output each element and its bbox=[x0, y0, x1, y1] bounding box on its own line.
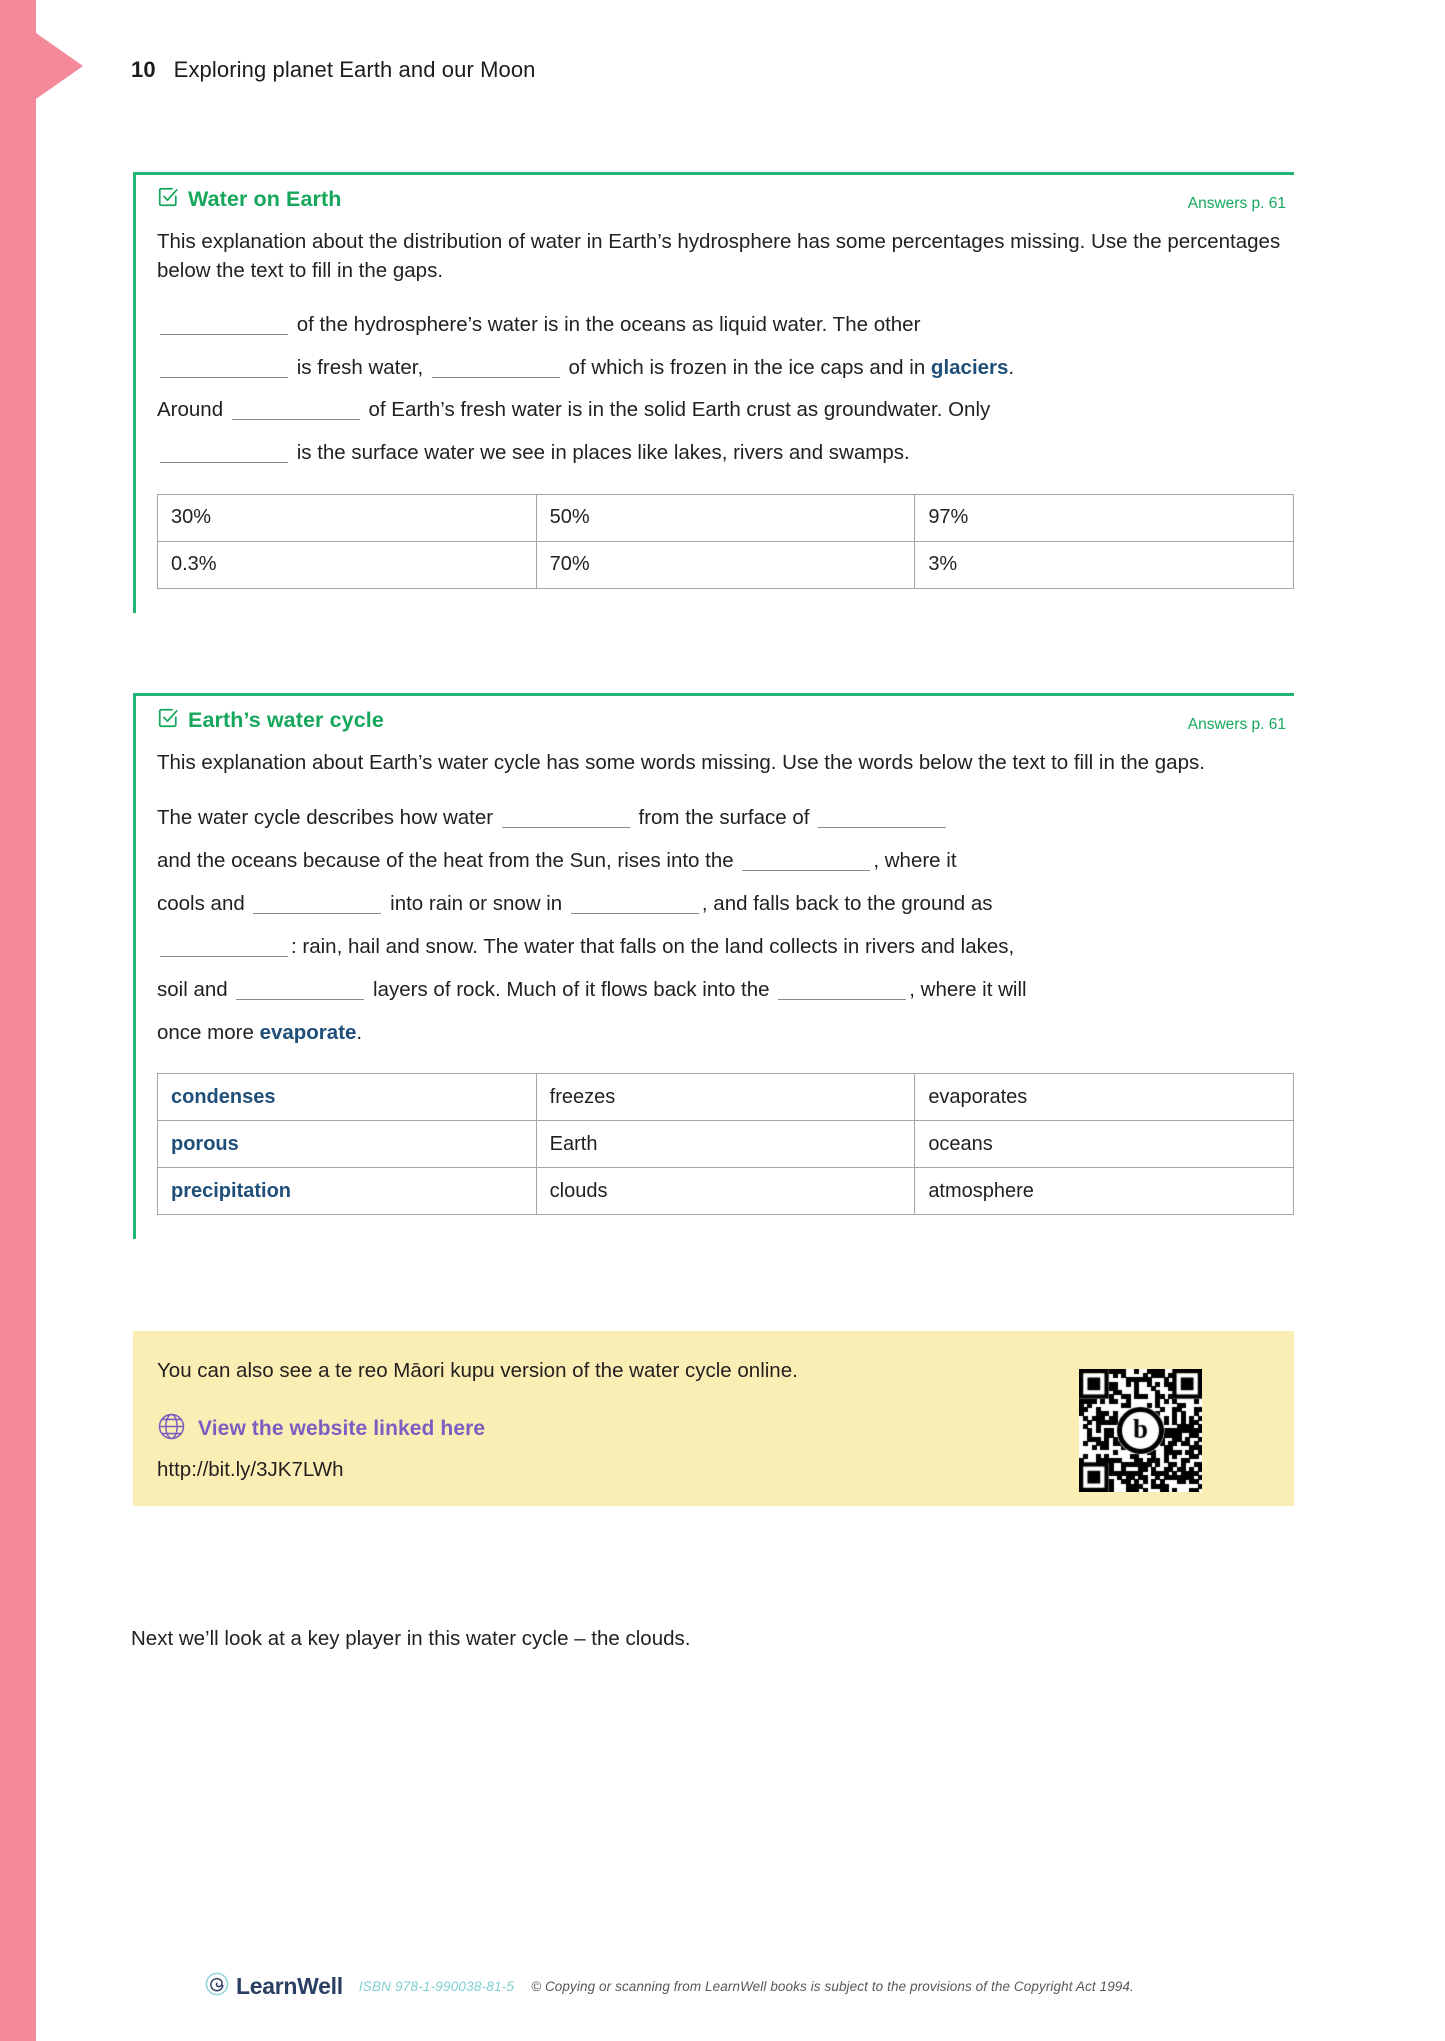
answer-option-cell[interactable]: oceans bbox=[915, 1121, 1294, 1168]
text-run: of Earth’s fresh water is in the solid Earth crust as groundwater. Only bbox=[362, 398, 991, 422]
blank-field[interactable] bbox=[818, 807, 946, 828]
text-run: Around bbox=[157, 398, 229, 422]
globe-icon bbox=[157, 1412, 186, 1446]
blank-field[interactable] bbox=[232, 400, 360, 421]
answer-option-cell[interactable]: 30% bbox=[158, 494, 537, 541]
text-run: : rain, hail and snow. The water that falls on the land collects in rivers and lakes, bbox=[291, 935, 1015, 959]
brand-name: LearnWell bbox=[236, 1973, 343, 1999]
text-run: . bbox=[1008, 355, 1015, 379]
callout-url[interactable]: http://bit.ly/3JK7LWh bbox=[157, 1457, 344, 1481]
table-row bbox=[158, 1168, 1294, 1215]
blank-field[interactable] bbox=[432, 357, 560, 378]
activity-card-water-cycle bbox=[133, 693, 1294, 1239]
checkbox-checked-icon bbox=[157, 186, 179, 213]
blank-field[interactable] bbox=[571, 893, 699, 914]
answer-option-cell[interactable]: clouds bbox=[536, 1168, 915, 1215]
text-run: of the hydrosphere’s water is in the oceans as liquid water. The other bbox=[291, 313, 921, 337]
blank-field[interactable] bbox=[502, 807, 630, 828]
checkbox-checked-icon bbox=[157, 707, 179, 734]
answer-option-cell[interactable]: 0.3% bbox=[158, 541, 537, 588]
page-number: 10 bbox=[131, 57, 156, 82]
blank-field[interactable] bbox=[236, 979, 364, 1000]
text-run: once more bbox=[157, 1021, 260, 1045]
text-run: soil and bbox=[157, 978, 234, 1002]
answer-option-cell[interactable]: precipitation bbox=[158, 1168, 537, 1215]
qr-code[interactable] bbox=[1079, 1369, 1202, 1492]
activity-title: Earth’s water cycle bbox=[188, 708, 384, 732]
text-run: cools and bbox=[157, 892, 251, 916]
answer-option-cell[interactable]: atmosphere bbox=[915, 1168, 1294, 1215]
table-row bbox=[158, 494, 1294, 541]
activity-header bbox=[157, 707, 1294, 734]
table-row bbox=[158, 1121, 1294, 1168]
text-run: , and falls back to the ground as bbox=[701, 892, 993, 916]
answer-option-cell[interactable]: freezes bbox=[536, 1074, 915, 1121]
gapfill-paragraph bbox=[157, 796, 1294, 1054]
page-footer bbox=[205, 1972, 1134, 2001]
website-link-label[interactable]: View the website linked here bbox=[198, 1416, 486, 1440]
answer-option-cell[interactable]: 97% bbox=[915, 494, 1294, 541]
answer-option-cell[interactable]: condenses bbox=[158, 1074, 537, 1121]
activity-header bbox=[157, 186, 1294, 213]
page-edge-arrow-icon bbox=[36, 33, 83, 99]
text-run: is fresh water, bbox=[291, 355, 429, 379]
text-run: , where it will bbox=[909, 978, 1027, 1002]
keyword-evaporate: evaporate bbox=[259, 1021, 357, 1045]
activity-card-water-on-earth bbox=[133, 172, 1294, 613]
text-run: and the oceans because of the heat from the Sun, rises into the bbox=[157, 849, 740, 873]
trailing-note: Next we’ll look at a key player in this water cycle – the clouds. bbox=[131, 1627, 691, 1650]
blank-field[interactable] bbox=[160, 442, 288, 463]
table-row bbox=[158, 541, 1294, 588]
isbn-text: ISBN 978-1-990038-81-5 bbox=[358, 1979, 515, 1994]
text-run: into rain or snow in bbox=[384, 892, 568, 916]
keyword-glaciers: glaciers bbox=[930, 355, 1009, 379]
answer-option-cell[interactable]: Earth bbox=[536, 1121, 915, 1168]
text-run: The water cycle describes how water bbox=[157, 806, 499, 830]
activity-title: Water on Earth bbox=[188, 187, 342, 211]
answer-option-cell[interactable]: 3% bbox=[915, 541, 1294, 588]
page-header bbox=[131, 57, 536, 83]
page-edge-tab bbox=[0, 0, 36, 2041]
answer-option-cell[interactable]: porous bbox=[158, 1121, 537, 1168]
text-run: is the surface water we see in places like lakes, rivers and swamps. bbox=[291, 441, 910, 465]
blank-field[interactable] bbox=[778, 979, 906, 1000]
answers-reference: Answers p. 61 bbox=[1187, 195, 1286, 212]
page-title: Exploring planet Earth and our Moon bbox=[173, 57, 536, 82]
activity-instructions: This explanation about the distribution of water in Earth’s hydrosphere has some percentages missing. Use the percentages below the text to fill in the gaps. bbox=[157, 230, 1281, 283]
blank-field[interactable] bbox=[160, 936, 288, 957]
answer-option-cell[interactable]: 50% bbox=[536, 494, 915, 541]
blank-field[interactable] bbox=[160, 314, 288, 335]
blank-field[interactable] bbox=[253, 893, 381, 914]
text-run: layers of rock. Much of it flows back into the bbox=[367, 978, 776, 1002]
answer-option-cell[interactable]: 70% bbox=[536, 541, 915, 588]
text-run: of which is frozen in the ice caps and in bbox=[562, 355, 931, 379]
text-run: , where it bbox=[873, 849, 957, 873]
answer-option-cell[interactable]: evaporates bbox=[915, 1074, 1294, 1121]
gapfill-paragraph bbox=[157, 304, 1294, 475]
answer-bank-table-percentages bbox=[157, 494, 1294, 589]
activity-instructions: This explanation about Earth’s water cycle has some words missing. Use the words below the text to fill in the gaps. bbox=[157, 751, 1205, 774]
online-resource-callout bbox=[133, 1331, 1294, 1506]
learnwell-spiral-icon bbox=[205, 1972, 229, 2001]
blank-field[interactable] bbox=[742, 850, 870, 871]
text-run: from the surface of bbox=[632, 806, 816, 830]
copyright-text: © Copying or scanning from LearnWell books is subject to the provisions of the Copyright Act 1994. bbox=[531, 1979, 1134, 1994]
table-row bbox=[158, 1074, 1294, 1121]
answer-bank-table-words bbox=[157, 1073, 1294, 1215]
blank-field[interactable] bbox=[160, 357, 288, 378]
text-run: . bbox=[356, 1021, 363, 1045]
answers-reference: Answers p. 61 bbox=[1187, 716, 1286, 733]
callout-description: You can also see a te reo Māori kupu version of the water cycle online. bbox=[157, 1359, 798, 1382]
